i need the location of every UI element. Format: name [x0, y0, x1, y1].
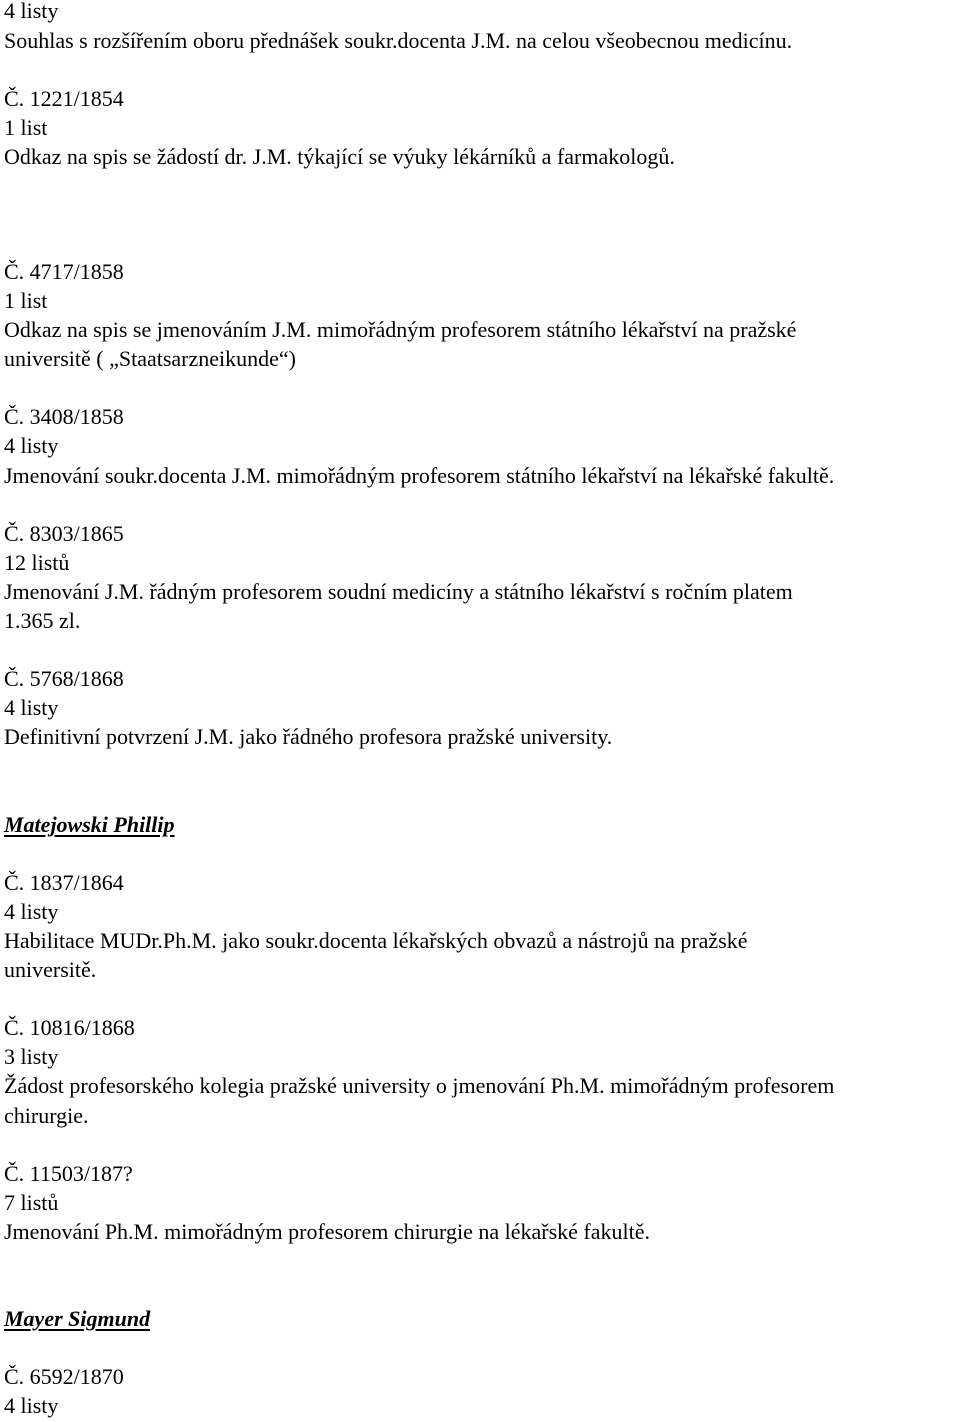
entry-sheet-count: 4 listy	[4, 899, 59, 924]
entry-sheet-count: 4 listy	[4, 1393, 59, 1418]
entry-description: Jmenování J.M. řádným profesorem soudní medicíny a státního lékařství s ročním platem	[4, 579, 793, 604]
entry-number: Č. 1837/1864	[4, 870, 124, 895]
entry-description: universitě ( „Staatsarzneikunde“)	[4, 346, 296, 371]
entry-description: 1.365 zl.	[4, 608, 81, 633]
entry-sheet-count: 1 list	[4, 115, 48, 140]
entry-description: chirurgie.	[4, 1103, 89, 1128]
entry-description: Odkaz na spis se jmenováním J.M. mimořádným profesorem státního lékařství na pražské	[4, 317, 797, 342]
entry-description: Souhlas s rozšířením oboru přednášek soukr.docenta J.M. na celou všeobecnou medicínu.	[4, 28, 793, 53]
section-heading: Mayer Sigmund	[4, 1306, 151, 1331]
entry-description: Habilitace MUDr.Ph.M. jako soukr.docenta lékařských obvazů a nástrojů na pražské	[4, 928, 748, 953]
entry-number: Č. 1221/1854	[4, 86, 124, 111]
entry-description: Definitivní potvrzení J.M. jako řádného profesora pražské university.	[4, 724, 613, 749]
entry-number: Č. 6592/1870	[4, 1364, 124, 1389]
entry-number: Č. 8303/1865	[4, 521, 124, 546]
entry-sheet-count: 4 listy	[4, 433, 59, 458]
entry-number: Č. 3408/1858	[4, 404, 124, 429]
entry-description: Odkaz na spis se žádostí dr. J.M. týkající se výuky lékárníků a farmakologů.	[4, 144, 675, 169]
entry-sheet-count: 4 listy	[4, 695, 59, 720]
entry-sheet-count: 4 listy	[4, 0, 59, 23]
entry-description: universitě.	[4, 957, 97, 982]
section-heading: Matejowski Phillip	[4, 812, 175, 837]
entry-description: Jmenování soukr.docenta J.M. mimořádným profesorem státního lékařství na lékařské fakultě.	[4, 463, 835, 488]
entry-sheet-count: 1 list	[4, 288, 48, 313]
entry-number: Č. 5768/1868	[4, 666, 124, 691]
entry-description: Jmenování Ph.M. mimořádným profesorem chirurgie na lékařské fakultě.	[4, 1219, 650, 1244]
entry-sheet-count: 3 listy	[4, 1044, 59, 1069]
entry-sheet-count: 7 listů	[4, 1190, 59, 1215]
entry-number: Č. 4717/1858	[4, 259, 124, 284]
entry-number: Č. 11503/187?	[4, 1161, 133, 1186]
entry-sheet-count: 12 listů	[4, 550, 70, 575]
entry-description: Žádost profesorského kolegia pražské university o jmenování Ph.M. mimořádným profesorem	[4, 1073, 835, 1098]
entry-number: Č. 10816/1868	[4, 1015, 135, 1040]
